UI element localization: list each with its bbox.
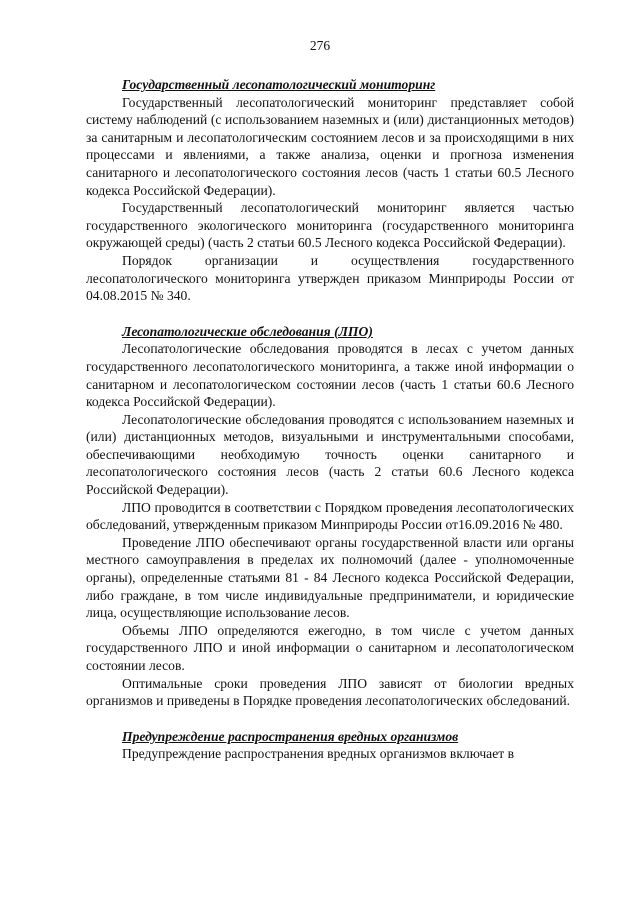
paragraph: Проведение ЛПО обеспечивают органы государственной власти или органы местного самоуправления в пределах их полномочий (далее - уполномоченные органы), определенные статьями 81 - 84 Лесного кодекса Российской Федерации, либо граждане, в том числе индивидуальные предприниматели, и юридические лица, осуществляющие использование лесов. (86, 534, 574, 621)
document-body (86, 76, 574, 763)
paragraph: Оптимальные сроки проведения ЛПО зависят от биологии вредных организмов и приведены в Порядке проведения лесопатологических обследований. (86, 675, 574, 709)
paragraph: Объемы ЛПО определяются ежегодно, в том числе с учетом данных государственного ЛПО и иной информации о санитарном и лесопатологическом состоянии лесов. (86, 622, 574, 673)
section-pest-spread-prevention (86, 728, 574, 763)
paragraph: Предупреждение распространения вредных организмов включает в (122, 746, 515, 762)
page-number: 276 (309, 38, 331, 53)
paragraph: Государственный лесопатологический мониторинг представляет собой систему наблюдений (с использованием наземных и (или) дистанционных методов) за санитарным и лесопатологическим состоянием лесов и за происходящими в них процессами и явлениями, а также анализа, оценки и прогноза изменения санитарного и лесопатологического состояния лесов (часть 1 статьи 60.5 Лесного кодекса Российской Федерации). (86, 94, 574, 198)
section-heading: Государственный лесопатологический мониторинг (122, 77, 436, 92)
section-heading: Предупреждение распространения вредных организмов (122, 728, 459, 744)
section-gap (86, 710, 574, 728)
paragraph: Государственный лесопатологический мониторинг является частью государственного экологического мониторинга (государственного мониторинга окружающей среды) (часть 2 статьи 60.5 Лесного кодекса Российской Федерации). (86, 200, 574, 251)
section-heading: Лесопатологические обследования (ЛПО) (122, 323, 373, 339)
paragraph: ЛПО проводится в соответствии с Порядком проведения лесопатологических обследований, утвержденным приказом Минприроды России от16.09.2016 № 480. (86, 499, 574, 533)
section-gap (86, 305, 574, 323)
section-forest-pathology-surveys (86, 323, 574, 710)
paragraph: Лесопатологические обследования проводятся с использованием наземных и (или) дистанционных методов, визуальными и инструментальными способами, обеспечивающими необходимую точность оценки санитарного и лесопатологического состояния лесов (часть 2 статьи 60.6 Лесного кодекса Российской Федерации). (86, 411, 574, 498)
section-forest-pathology-monitoring (86, 76, 574, 305)
paragraph: Лесопатологические обследования проводятся в лесах с учетом данных государственного лесопатологического мониторинга, а также иной информации о санитарном и лесопатологическом состоянии лесов (часть 1 статьи 60.6 Лесного кодекса Российской Федерации). (86, 341, 574, 410)
paragraph: Порядок организации и осуществления государственного лесопатологического мониторинга утвержден приказом Минприроды России от 04.08.2015 № 340. (86, 252, 574, 304)
